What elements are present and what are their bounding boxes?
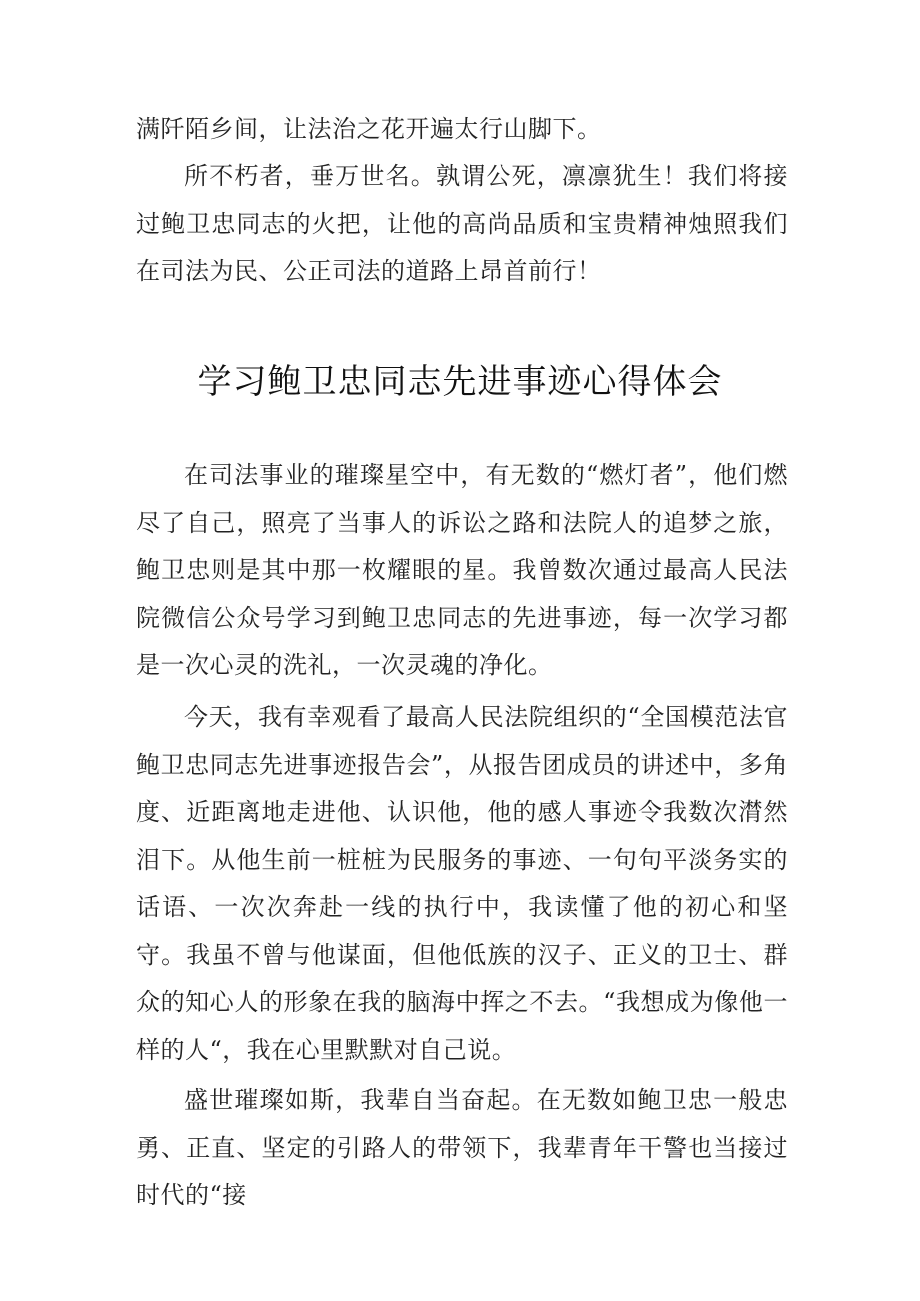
document-title: 学习鲍卫忠同志先进事迹心得体会 [197, 362, 723, 402]
body-paragraph-1: 在司法事业的璀璨星空中，有无数的“燃灯者”，他们燃尽了自己，照亮了当事人的诉讼之路和法院人的追梦之旅，鲍卫忠则是其中那一枚耀眼的星。我曾数次通过最高人民法院微信公众号学习到鲍卫忠同志的先进事迹，每一次学习都是一次心灵的洗礼，一次灵魂的净化。 [136, 461, 788, 679]
continuation-paragraph-1: 满阡陌乡间，让法治之花开遍太行山脚下。 [136, 115, 602, 143]
body-paragraph-3: 盛世璀璨如斯，我辈自当奋起。在无数如鲍卫忠一般忠勇、正直、坚定的引路人的带领下，我辈青年干警也当接过时代的“接 [136, 1086, 788, 1209]
body-paragraph-2: 今天，我有幸观看了最高人民法院组织的“全国模范法官鲍卫忠同志先进事迹报告会”，从报告团成员的讲述中，多角度、近距离地走进他、认识他，他的感人事迹令我数次潸然泪下。从他生前一桩桩为民服务的事迹、一句句平淡务实的话语、一次次奔赴一线的执行中，我读懂了他的初心和坚守。我虽不曾与他谋面，但他低族的汉子、正义的卫士、群众的知心人的形象在我的脑海中挥之不去。“我想成为像他一样的人“，我在心里默默对自己说。 [136, 703, 788, 1064]
continuation-paragraph-2: 所不朽者，垂万世名。孰谓公死，凛凛犹生！我们将接过鲍卫忠同志的火把，让他的高尚品质和宝贵精神烛照我们在司法为民、公正司法的道路上昂首前行！ [136, 162, 788, 285]
